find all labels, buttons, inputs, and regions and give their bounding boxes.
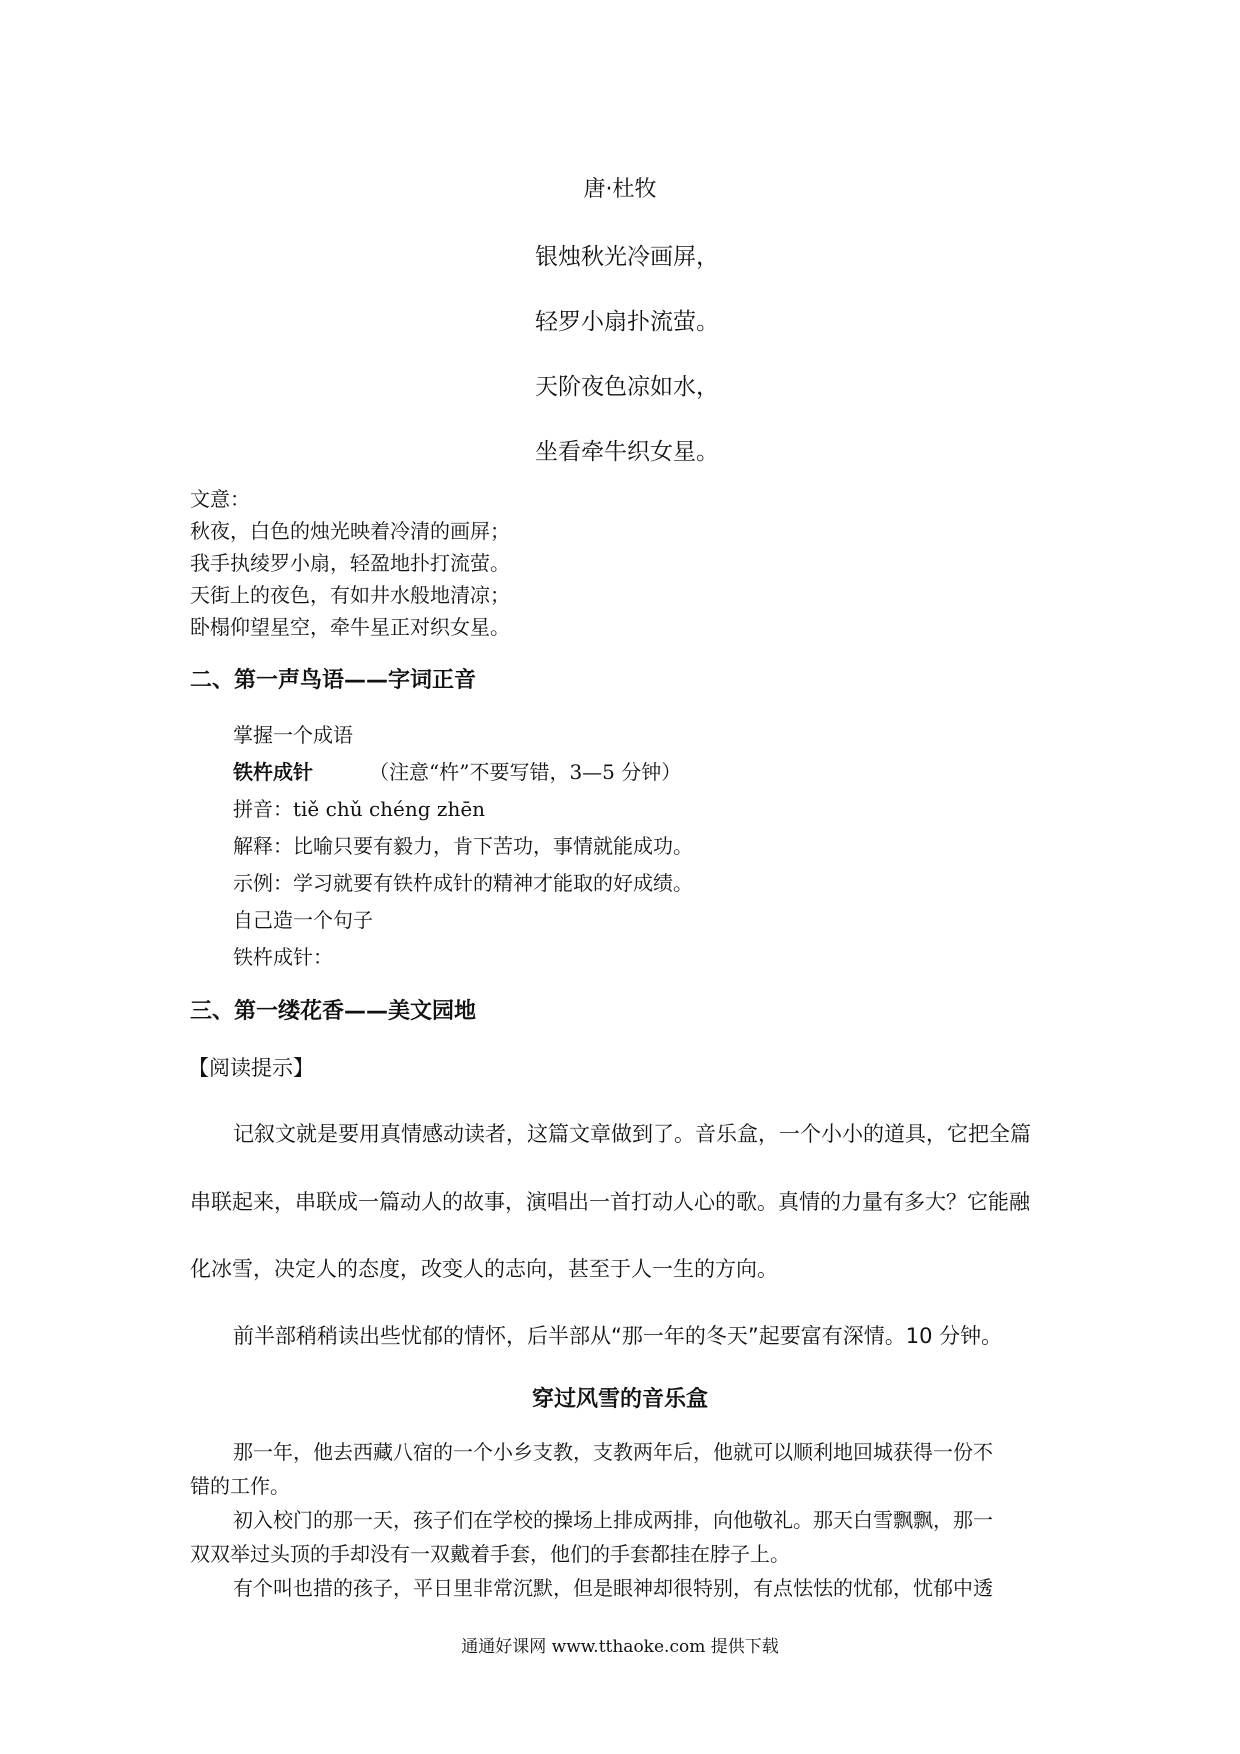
reading-tip-line: 前半部稍稍读出些忧郁的情怀，后半部从“那一年的冬天”起要富有深情。10 分钟。 [233, 1324, 1003, 1348]
poem-line: 银烛秋光冷画屏， [535, 244, 719, 270]
idiom-pinyin: 拼音：tiě chǔ chéng zhēn [233, 797, 486, 821]
story-line: 那一年，他去西藏八宿的一个小乡支教，支教两年后，他就可以顺利地回城获得一份不 [233, 1440, 993, 1464]
sentence-answer-line: 铁杵成针： [233, 945, 333, 969]
page-footer: 通通好课网 www.tthaoke.com 提供下载 [461, 1637, 779, 1657]
meaning-line: 我手执绫罗小扇，轻盈地扑打流萤。 [190, 551, 510, 575]
poem-line: 轻罗小扇扑流萤。 [535, 309, 719, 335]
idiom-example: 示例：学习就要有铁杵成针的精神才能取的好成绩。 [233, 871, 693, 895]
meaning-line: 秋夜，白色的烛光映着冷清的画屏； [190, 519, 510, 543]
poem-line: 天阶夜色凉如水， [535, 374, 719, 400]
meaning-line: 天街上的夜色，有如井水般地清凉； [190, 583, 510, 607]
idiom-note: （注意“杵”不要写错，3—5 分钟） [369, 760, 682, 784]
story-line: 双双举过头顶的手却没有一双戴着手套，他们的手套都挂在脖子上。 [190, 1542, 790, 1566]
poem-line: 坐看牵牛织女星。 [535, 439, 719, 465]
idiom-intro: 掌握一个成语 [233, 723, 353, 747]
reading-tip-line: 串联起来，串联成一篇动人的故事，演唱出一首打动人心的歌。真情的力量有多大？它能融 [190, 1190, 1030, 1214]
section-heading: 三、第一缕花香——美文园地 [190, 999, 477, 1024]
section-heading: 二、第一声鸟语——字词正音 [190, 668, 477, 693]
poem-author: 唐·杜牧 [583, 177, 657, 202]
idiom-term: 铁杵成针 [233, 760, 313, 784]
reading-tip-label: 【阅读提示】 [188, 1056, 314, 1080]
reading-tip-line: 记叙文就是要用真情感动读者，这篇文章做到了。音乐盒，一个小小的道具，它把全篇 [233, 1122, 1031, 1146]
story-line: 有个叫也措的孩子，平日里非常沉默，但是眼神却很特别，有点怯怯的忧郁，忧郁中透 [233, 1576, 993, 1600]
sentence-task: 自己造一个句子 [233, 908, 373, 932]
meaning-line: 卧榻仰望星空，牵牛星正对织女星。 [190, 615, 510, 639]
story-line: 初入校门的那一天，孩子们在学校的操场上排成两排，向他敬礼。那天白雪飘飘，那一 [233, 1508, 993, 1532]
story-title: 穿过风雪的音乐盒 [531, 1387, 708, 1412]
story-line: 错的工作。 [190, 1474, 290, 1498]
reading-tip-line: 化冰雪，决定人的态度，改变人的志向，甚至于人一生的方向。 [190, 1257, 778, 1281]
idiom-row [233, 756, 681, 785]
meaning-label: 文意： [190, 487, 250, 511]
idiom-explanation: 解释：比喻只要有毅力，肯下苦功，事情就能成功。 [233, 834, 693, 858]
